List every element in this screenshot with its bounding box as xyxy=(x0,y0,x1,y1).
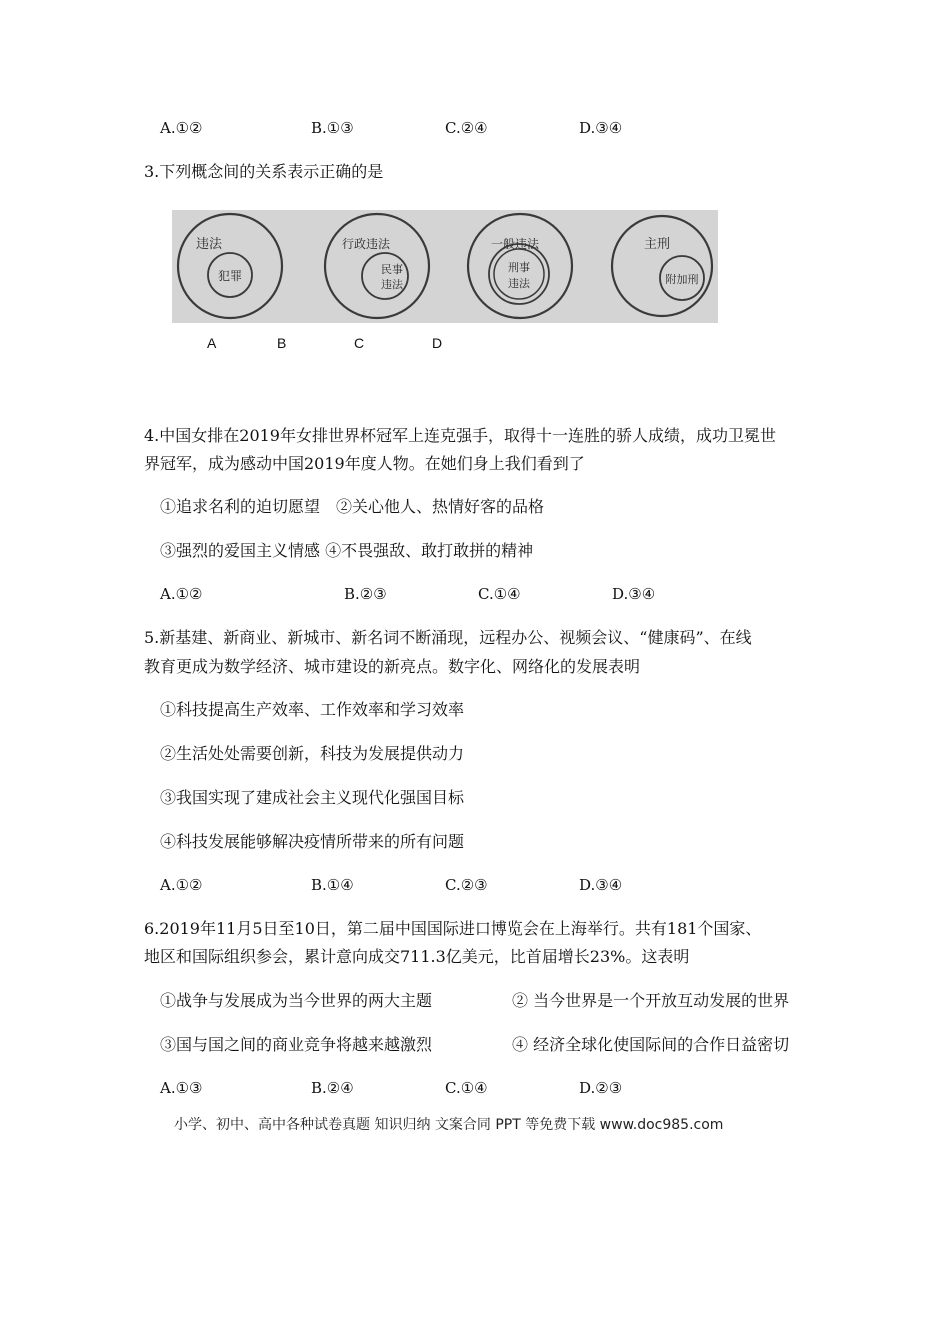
q3-label-d: D xyxy=(432,335,443,351)
q4-items-line-1: ①追求名利的迫切愿望 ②关心他人、热情好客的品格 xyxy=(160,497,545,516)
q2-option-c: C.②④ xyxy=(445,119,488,137)
q6-item-4: ④ 经济全球化使国际间的合作日益密切 xyxy=(512,1035,790,1054)
q2-option-d: D.③④ xyxy=(579,119,623,137)
q3-label-b: B xyxy=(277,335,287,351)
q6-stem-line-2: 地区和国际组织参会，累计意向成交711.3亿美元，比首届增长23%。这表明 xyxy=(144,947,690,966)
q3-stem: 3.下列概念间的关系表示正确的是 xyxy=(144,162,384,181)
q3-label-c: C xyxy=(354,335,365,351)
figure-a-inner-label: 犯罪 xyxy=(217,269,243,283)
figure-c-inner-ring xyxy=(494,249,544,299)
figure-c-inner-label-2: 违法 xyxy=(508,277,530,290)
figure-d-outer-label: 主刑 xyxy=(644,237,671,252)
figure-c-inner-label-1: 刑事 xyxy=(508,261,530,274)
q6-item-2: ② 当今世界是一个开放互动发展的世界 xyxy=(512,991,790,1010)
q6-item-3: ③国与国之间的商业竞争将越来越激烈 xyxy=(160,1035,433,1054)
q5-item-1: ①科技提高生产效率、工作效率和学习效率 xyxy=(160,700,465,719)
q3-diagram xyxy=(172,210,718,323)
q6-option-c: C.①④ xyxy=(445,1079,488,1097)
figure-c-inner-circle xyxy=(489,244,549,304)
q6-option-b: B.②④ xyxy=(311,1079,354,1097)
q5-option-c: C.②③ xyxy=(445,876,488,894)
figure-a-outer-label: 违法 xyxy=(196,237,223,252)
figure-b-outer-circle xyxy=(325,214,429,318)
q4-stem-line-2: 界冠军，成为感动中国2019年度人物。在她们身上我们看到了 xyxy=(144,454,585,473)
q4-option-b: B.②③ xyxy=(344,585,387,603)
footer-text: 小学、初中、高中各种试卷真题 知识归纳 文案合同 PPT 等免费下载 www.doc985.com xyxy=(174,1117,724,1133)
q2-option-a: A.①② xyxy=(160,119,203,137)
figure-b-inner-label-1: 民事 xyxy=(381,263,403,276)
q4-option-c: C.①④ xyxy=(478,585,521,603)
q5-stem-line-2: 教育更成为数学经济、城市建设的新亮点。数字化、网络化的发展表明 xyxy=(144,657,641,676)
q6-item-1: ①战争与发展成为当今世界的两大主题 xyxy=(160,991,433,1010)
q4-items-line-2: ③强烈的爱国主义情感 ④不畏强敌、敢打敢拼的精神 xyxy=(160,541,534,560)
q6-option-a: A.①③ xyxy=(160,1079,203,1097)
figure-d-inner-label: 附加刑 xyxy=(665,273,699,286)
figure-b-inner-label-2: 违法 xyxy=(381,278,403,291)
figure-d-outer-circle xyxy=(612,216,712,316)
q5-option-a: A.①② xyxy=(160,876,203,894)
q5-option-d: D.③④ xyxy=(579,876,623,894)
q5-item-4: ④科技发展能够解决疫情所带来的所有问题 xyxy=(160,832,465,851)
figure-b-inner-circle xyxy=(362,253,408,299)
figure-c-outer-label: 一般违法 xyxy=(491,237,540,251)
figure-b-outer-label: 行政违法 xyxy=(342,237,391,251)
q5-stem-line-1: 5.新基建、新商业、新城市、新名词不断涌现，远程办公、视频会议、“健康码”、在线 xyxy=(144,628,752,647)
q6-stem-line-1: 6.2019年11月5日至10日，第二届中国国际进口博览会在上海举行。共有181个国家、 xyxy=(144,919,762,938)
q2-option-b: B.①③ xyxy=(311,119,354,137)
q4-option-a: A.①② xyxy=(160,585,203,603)
q6-option-d: D.②③ xyxy=(579,1079,623,1097)
q4-option-d: D.③④ xyxy=(612,585,656,603)
q5-item-2: ②生活处处需要创新，科技为发展提供动力 xyxy=(160,744,465,763)
q5-option-b: B.①④ xyxy=(311,876,354,894)
q3-label-a: A xyxy=(207,335,217,351)
q4-stem-line-1: 4.中国女排在2019年女排世界杯冠军上连克强手，取得十一连胜的骄人成绩，成功卫冕世 xyxy=(144,426,776,445)
figure-a-outer-circle xyxy=(178,214,282,318)
q5-item-3: ③我国实现了建成社会主义现代化强国目标 xyxy=(160,788,465,807)
